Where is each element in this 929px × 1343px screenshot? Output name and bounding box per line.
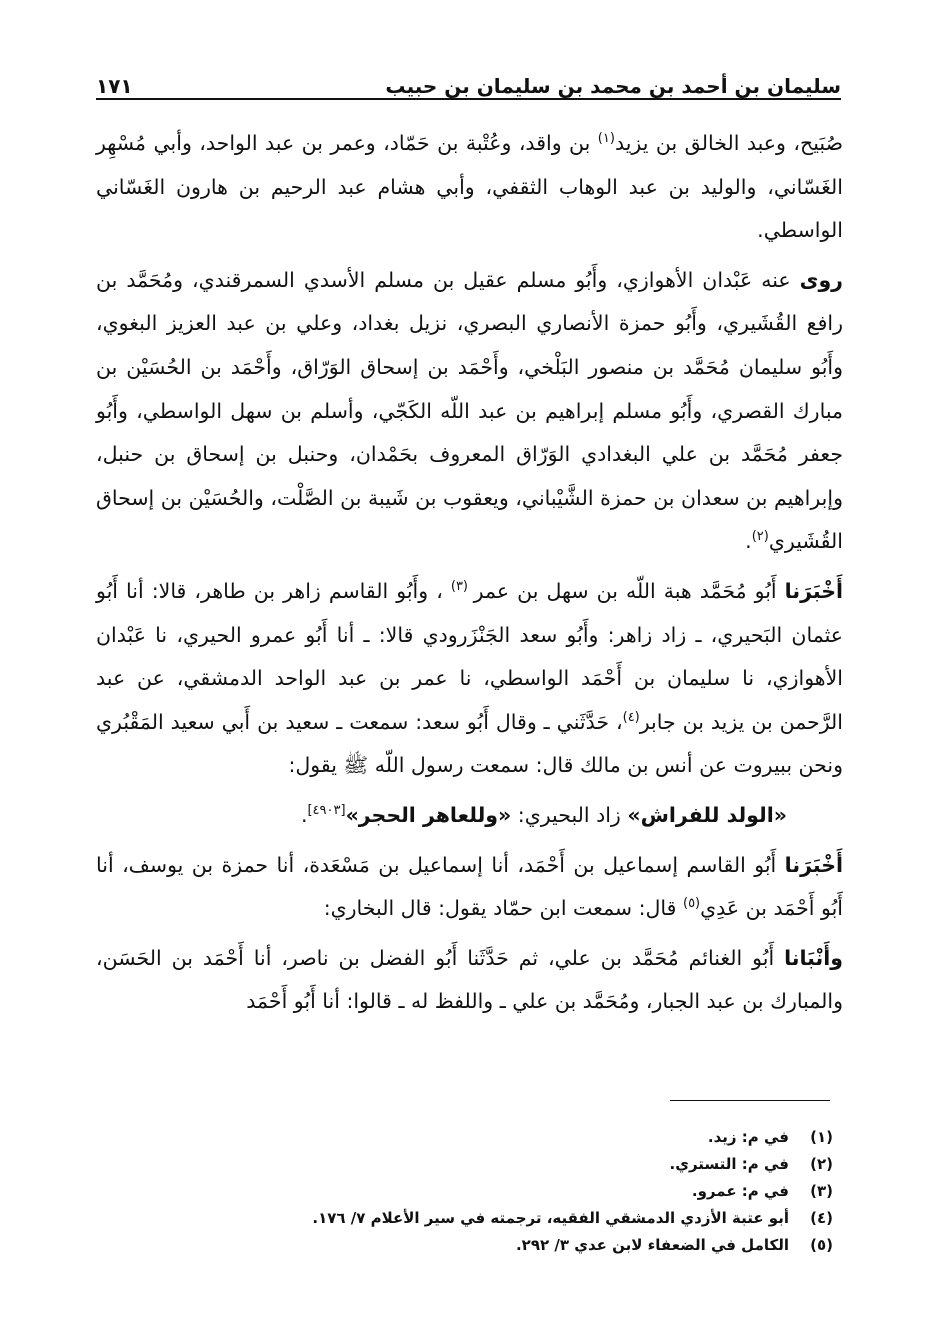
- text-run: زاد البحيري:: [511, 802, 628, 827]
- footnotes: [96, 1124, 833, 1259]
- footnote-number: (٢): [810, 1155, 833, 1173]
- hadith-text: [96, 794, 843, 838]
- footnote-number: (٣): [810, 1182, 833, 1200]
- footnote-item: [96, 1178, 833, 1205]
- text-run: أَبُو الغنائم مُحَمَّد بن علي، ثم حَدَّثَنا أَبُو الفضل بن ناصر، أنا أَحْمَد بن الحَسَن، والمبارك بن عبد الجبار، ومُحَمَّد بن علي ـ واللفظ له ـ قالوا: أنا أَبُو أَحْمَد: [96, 945, 843, 1014]
- lead-word: روى: [799, 267, 843, 292]
- footnote-number: (١): [810, 1128, 833, 1146]
- footnote-text: في م: زيد.: [707, 1128, 789, 1146]
- footnote-text: في م: التستري.: [669, 1155, 789, 1173]
- footnote-marker: (٣): [450, 579, 474, 595]
- paragraph-teachers: [96, 122, 843, 253]
- text-run: أَبُو مُحَمَّد هبة اللّه بن سهل بن عمر: [473, 578, 785, 603]
- lead-word: أَخْبَرَنا: [784, 852, 843, 877]
- footnote-item: [96, 1232, 833, 1259]
- footnote-number: (٥): [810, 1236, 833, 1254]
- footnote-marker: (٢): [751, 529, 769, 545]
- text-run: .: [300, 802, 308, 827]
- text-run: أَبُو القاسم إسماعيل بن أَحْمَد، أنا إسماعيل بن مَسْعَدة، أنا حمزة بن يوسف، أنا أَبُو أَحْمَد بن عَدِي: [96, 852, 843, 921]
- footnote-number: (٤): [810, 1209, 833, 1227]
- header-rule: [96, 98, 841, 100]
- paragraph-isnad-3: [96, 937, 843, 1024]
- footnote-marker: (١): [597, 131, 615, 147]
- text-run: عنه عَبْدان الأهوازي، وأَبُو مسلم عقيل بن مسلم الأسدي السمرقندي، ومُحَمَّد بن رافع القُشَيري، وأَبُو حمزة الأنصاري البصري، نزيل بغداد، وعلي بن عبد العزيز البغوي، وأَبُو سليمان مُحَمَّد بن منصور البَلْخي، وأَحْمَد بن إسحاق الوَرّاق، وأَحْمَد بن الحُسَيْن بن مبارك القصري، وأَبُو مسلم إبراهيم بن عبد اللّه الكَجّي، وأسلم بن سهل الواسطي، وأَبُو جعفر مُحَمَّد بن علي البغدادي الوَرّاق المعروف بحَمْدان، وحنبل بن إسحاق بن حنبل، وإبراهيم بن سعدان بن حمزة الشَّيْباني، ويعقوب بن شَيبة بن الصَّلْت، والحُسَيْن بن إسحاق القُشَيري: [96, 267, 843, 554]
- main-text: [96, 122, 843, 1024]
- lead-word: وأَنْبَانا: [784, 945, 843, 970]
- footnote-item: [96, 1205, 833, 1232]
- text-run: قال: سمعت ابن حمّاد يقول: قال البخاري:: [323, 896, 683, 921]
- running-title: سليمان بن أحمد بن محمد بن سليمان بن حبيب: [385, 74, 841, 98]
- footnote-item: [96, 1151, 833, 1178]
- footnote-marker: (٤): [622, 709, 640, 725]
- text-run: ، حَدَّثَني ـ وقال أَبُو سعد: سمعت ـ سعيد بن أَبي سعيد المَقْبُري ونحن ببيروت عن أنس بن مالك قال: سمعت رسول اللّه ﷺ يقول:: [96, 709, 843, 778]
- hadith-quote: «الولد للفراش»: [627, 802, 787, 827]
- text-run: .: [745, 529, 752, 554]
- paragraph-isnad-2: [96, 844, 843, 931]
- footnote-marker: (٥): [682, 896, 701, 912]
- text-run: بن واقد، وعُتْبة بن حَمّاد، وعمر بن عبد الواحد، وأبي مُسْهِر الغَسّاني، والوليد بن عبد الوهاب الثقفي، وأبي هشام عبد الرحيم بن هارون الغَسّاني الواسطي.: [96, 131, 843, 243]
- footnote-item: [96, 1124, 833, 1151]
- footnote-text: في م: عمرو.: [691, 1182, 789, 1200]
- page-number: ١٧١: [96, 74, 133, 98]
- footnote-separator: [670, 1100, 830, 1101]
- hadith-quote: «وللعاهر الحجر»: [345, 802, 512, 827]
- text-run: ، وأَبُو القاسم زاهر بن طاهر، قالا: أنا أَبُو عثمان البَحيري، ـ زاد زاهر: وأَبُو سعد الجَنْزَرودي قالا: ـ أنا أَبُو عمرو الحيري، نا عَبْدان الأهوازي، نا سليمان بن أَحْمَد الواسطي، نا عمر بن عبد الواحد الدمشقي، عن عبد الرَّحمن بن يزيد بن جابر: [96, 578, 843, 734]
- hadith-number: [٤٩٠٣]: [307, 803, 346, 819]
- text-run: صُبَيح، وعبد الخالق بن يزيد: [614, 131, 843, 155]
- paragraph-isnad-1: [96, 570, 843, 788]
- paragraph-students: [96, 259, 843, 564]
- lead-word: أَخْبَرَنا: [784, 578, 843, 603]
- footnote-text: أبو عتبة الأزدي الدمشقي الفقيه، ترجمته في سير الأعلام ٧/ ١٧٦.: [312, 1209, 789, 1227]
- footnote-text: الكامل في الضعفاء لابن عدي ٣/ ٢٩٢.: [515, 1236, 789, 1254]
- page-header: [96, 58, 841, 98]
